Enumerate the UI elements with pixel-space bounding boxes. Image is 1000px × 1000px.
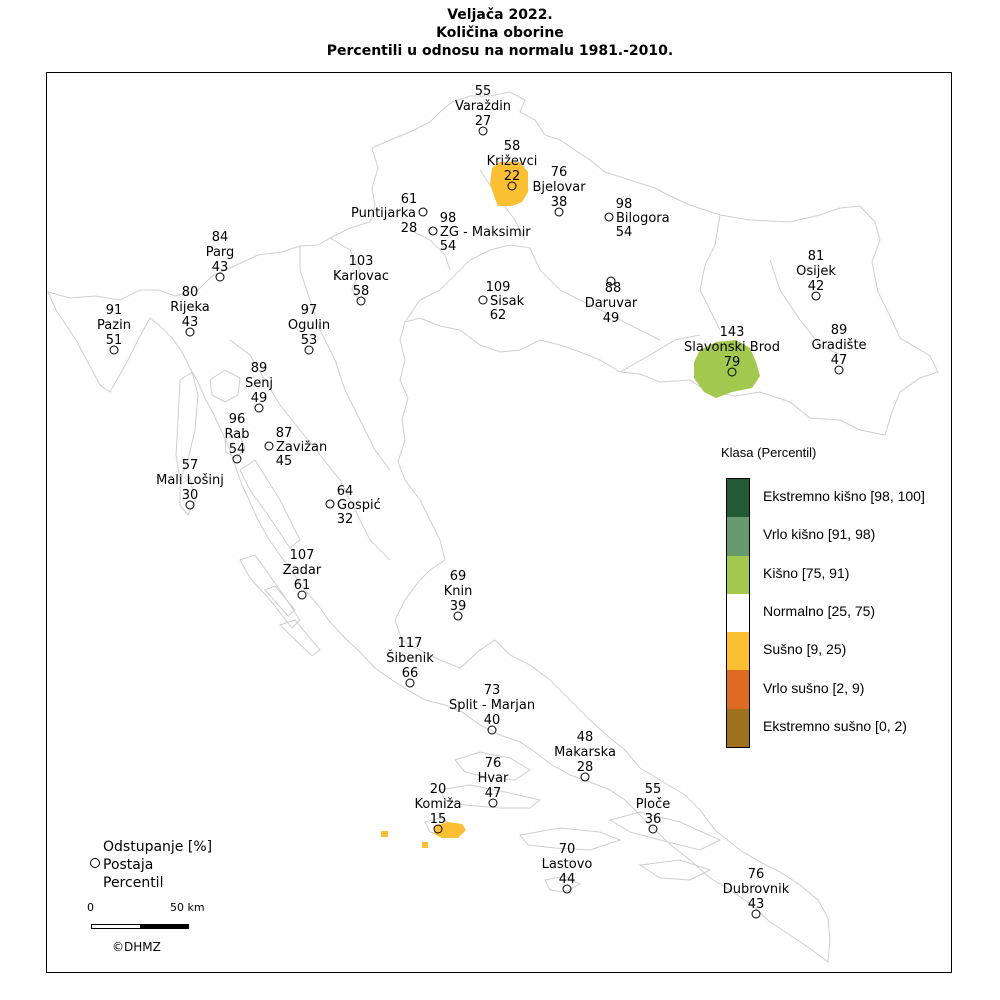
dry-spot-vis-west xyxy=(381,831,388,837)
station-marker xyxy=(265,442,273,450)
station-percentile: 66 xyxy=(401,666,419,681)
station-name: Bilogora xyxy=(616,211,670,226)
station-percentile: 28 xyxy=(400,221,418,236)
station-percentile: 54 xyxy=(439,239,457,254)
station-percentile: 32 xyxy=(336,512,354,527)
station-percentile: 15 xyxy=(429,812,447,827)
legend-colorbar xyxy=(726,478,750,748)
station-deviation: 97 xyxy=(300,303,318,318)
island-mljet xyxy=(640,860,710,880)
legend-item-label: Sušno [9, 25) xyxy=(763,641,847,658)
station-deviation: 143 xyxy=(719,325,745,340)
station-name: Karlovac xyxy=(333,269,389,284)
station-percentile: 58 xyxy=(352,284,370,299)
station-marker xyxy=(419,208,427,216)
station-percentile: 54 xyxy=(228,442,246,457)
legend-swatch xyxy=(727,670,749,708)
station-percentile: 43 xyxy=(181,315,199,330)
station-name: Varaždin xyxy=(454,99,512,114)
legend-swatch xyxy=(727,556,749,594)
station-deviation: 64 xyxy=(336,484,354,499)
station-deviation: 55 xyxy=(474,84,492,99)
legend-item-label: Vrlo kišno [91, 98) xyxy=(763,526,876,543)
station-name: Sisak xyxy=(490,294,525,309)
station-deviation: 80 xyxy=(181,285,199,300)
station-percentile: 53 xyxy=(300,333,318,348)
station-deviation: 20 xyxy=(429,782,447,797)
station-name: Lastovo xyxy=(541,857,593,872)
station-percentile: 39 xyxy=(449,599,467,614)
station-percentile: 28 xyxy=(576,760,594,775)
station-percentile: 47 xyxy=(484,786,502,801)
key-deviation: Odstupanje [%] xyxy=(103,839,213,855)
station-name: Zadar xyxy=(282,563,322,578)
station-deviation: 61 xyxy=(400,192,418,207)
station-marker xyxy=(429,227,437,235)
legend-title: Klasa (Percentil) xyxy=(721,445,817,460)
station-name: Senj xyxy=(244,376,274,391)
key-percentile: Percentil xyxy=(103,875,164,891)
station-percentile: 40 xyxy=(483,713,501,728)
station-deviation: 55 xyxy=(644,782,662,797)
legend-item-label: Normalno [25, 75) xyxy=(763,603,876,619)
station-name: Daruvar xyxy=(584,296,638,311)
station-name: Slavonski Brod xyxy=(684,340,780,355)
station-name: Rab xyxy=(224,427,250,442)
station-deviation: 89 xyxy=(250,361,268,376)
station-percentile: 47 xyxy=(830,353,848,368)
station-deviation: 48 xyxy=(576,730,594,745)
station-deviation: 70 xyxy=(558,842,576,857)
station-name: Dubrovnik xyxy=(722,882,790,897)
station-name: Parg xyxy=(205,245,235,260)
scale-end-label: 50 km xyxy=(170,901,205,914)
title-line-3: Percentili u odnosu na normalu 1981.-2010. xyxy=(326,43,674,59)
station-deviation: 84 xyxy=(211,230,229,245)
station-name: Šibenik xyxy=(386,651,434,666)
station-deviation: 91 xyxy=(105,303,123,318)
station-percentile: 38 xyxy=(550,195,568,210)
station-name: Križevci xyxy=(486,154,538,169)
peljesac xyxy=(610,812,720,850)
station-name: Gospić xyxy=(337,498,381,513)
legend-item-label: Ekstremno kišno [98, 100] xyxy=(763,488,925,505)
station-deviation: 96 xyxy=(228,412,246,427)
station-deviation: 109 xyxy=(485,280,511,295)
station-deviation: 73 xyxy=(483,683,501,698)
station-deviation: 89 xyxy=(830,323,848,338)
station-name: ZG - Maksimir xyxy=(440,225,531,240)
station-name: Zavižan xyxy=(276,440,328,455)
station-percentile: 43 xyxy=(747,897,765,912)
station-name: Ogulin xyxy=(287,318,331,333)
station-marker xyxy=(479,296,487,304)
legend-item-label: Ekstremno sušno [0, 2) xyxy=(763,717,907,734)
station-marker xyxy=(605,213,613,221)
station-deviation: 58 xyxy=(503,139,521,154)
station-percentile: 44 xyxy=(558,872,576,887)
station-deviation: 57 xyxy=(181,458,199,473)
station-name: Komiža xyxy=(414,797,462,812)
dry-spot-vis-south xyxy=(422,842,428,848)
station-deviation: 76 xyxy=(550,165,568,180)
station-percentile: 42 xyxy=(807,279,825,294)
station-deviation: 69 xyxy=(449,569,467,584)
station-name: Puntijarka xyxy=(351,206,416,221)
key-station: Postaja xyxy=(103,857,154,873)
station-deviation: 107 xyxy=(289,548,315,563)
legend-swatch xyxy=(727,594,749,632)
interior-boundary-2 xyxy=(405,245,530,322)
station-name: Gradište xyxy=(811,338,867,353)
station-name: Osijek xyxy=(796,264,836,279)
legend-swatch xyxy=(727,517,749,555)
island-kornati xyxy=(280,620,320,656)
station-deviation: 98 xyxy=(615,197,633,212)
legend-item-label: Vrlo sušno [2, 9) xyxy=(763,679,865,696)
station-name: Hvar xyxy=(477,771,509,786)
station-name: Split - Marjan xyxy=(448,698,536,713)
island-krk xyxy=(210,370,240,402)
title-line-1: Veljača 2022. xyxy=(447,7,553,23)
station-percentile: 36 xyxy=(644,812,662,827)
scale-bar xyxy=(91,924,189,929)
station-name: Makarska xyxy=(554,745,616,760)
station-deviation: 87 xyxy=(275,426,293,441)
legend-item-label: Kišno [75, 91) xyxy=(763,564,850,581)
station-percentile: 22 xyxy=(503,169,521,184)
station-deviation: 98 xyxy=(439,211,457,226)
station-deviation: 81 xyxy=(807,249,825,264)
station-percentile: 62 xyxy=(489,308,507,323)
title-line-2: Količina oborine xyxy=(436,25,564,41)
interior-boundary-3 xyxy=(530,248,660,340)
station-name: Mali Lošinj xyxy=(156,473,224,488)
station-deviation: 88 xyxy=(604,281,622,296)
legend-swatch xyxy=(727,479,749,517)
station-percentile: 49 xyxy=(250,391,268,406)
interior-boundary-4 xyxy=(700,215,720,330)
island-pag xyxy=(240,460,300,548)
station-percentile: 27 xyxy=(474,114,492,129)
station-deviation: 103 xyxy=(348,254,374,269)
copyright: ©DHMZ xyxy=(112,940,161,954)
station-percentile: 54 xyxy=(615,225,633,240)
station-name: Ploče xyxy=(635,797,671,812)
station-percentile: 49 xyxy=(602,311,620,326)
station-name: Rijeka xyxy=(170,300,210,315)
station-deviation: 76 xyxy=(747,867,765,882)
station-percentile: 51 xyxy=(105,333,123,348)
station-percentile: 43 xyxy=(211,260,229,275)
station-deviation: 117 xyxy=(397,636,423,651)
station-percentile: 61 xyxy=(293,578,311,593)
station-name: Knin xyxy=(443,584,473,599)
scale-start-label: 0 xyxy=(87,901,94,914)
key-station-marker xyxy=(90,858,100,868)
legend-swatch xyxy=(727,709,749,747)
legend-swatch xyxy=(727,632,749,670)
station-layer xyxy=(97,84,867,918)
station-percentile: 79 xyxy=(723,355,741,370)
station-marker xyxy=(326,500,334,508)
station-percentile: 30 xyxy=(181,488,199,503)
station-name: Bjelovar xyxy=(532,180,586,195)
scale-bar-fill xyxy=(140,925,188,928)
station-deviation: 76 xyxy=(484,756,502,771)
station-name: Pazin xyxy=(97,318,131,333)
station-percentile: 45 xyxy=(275,454,293,469)
